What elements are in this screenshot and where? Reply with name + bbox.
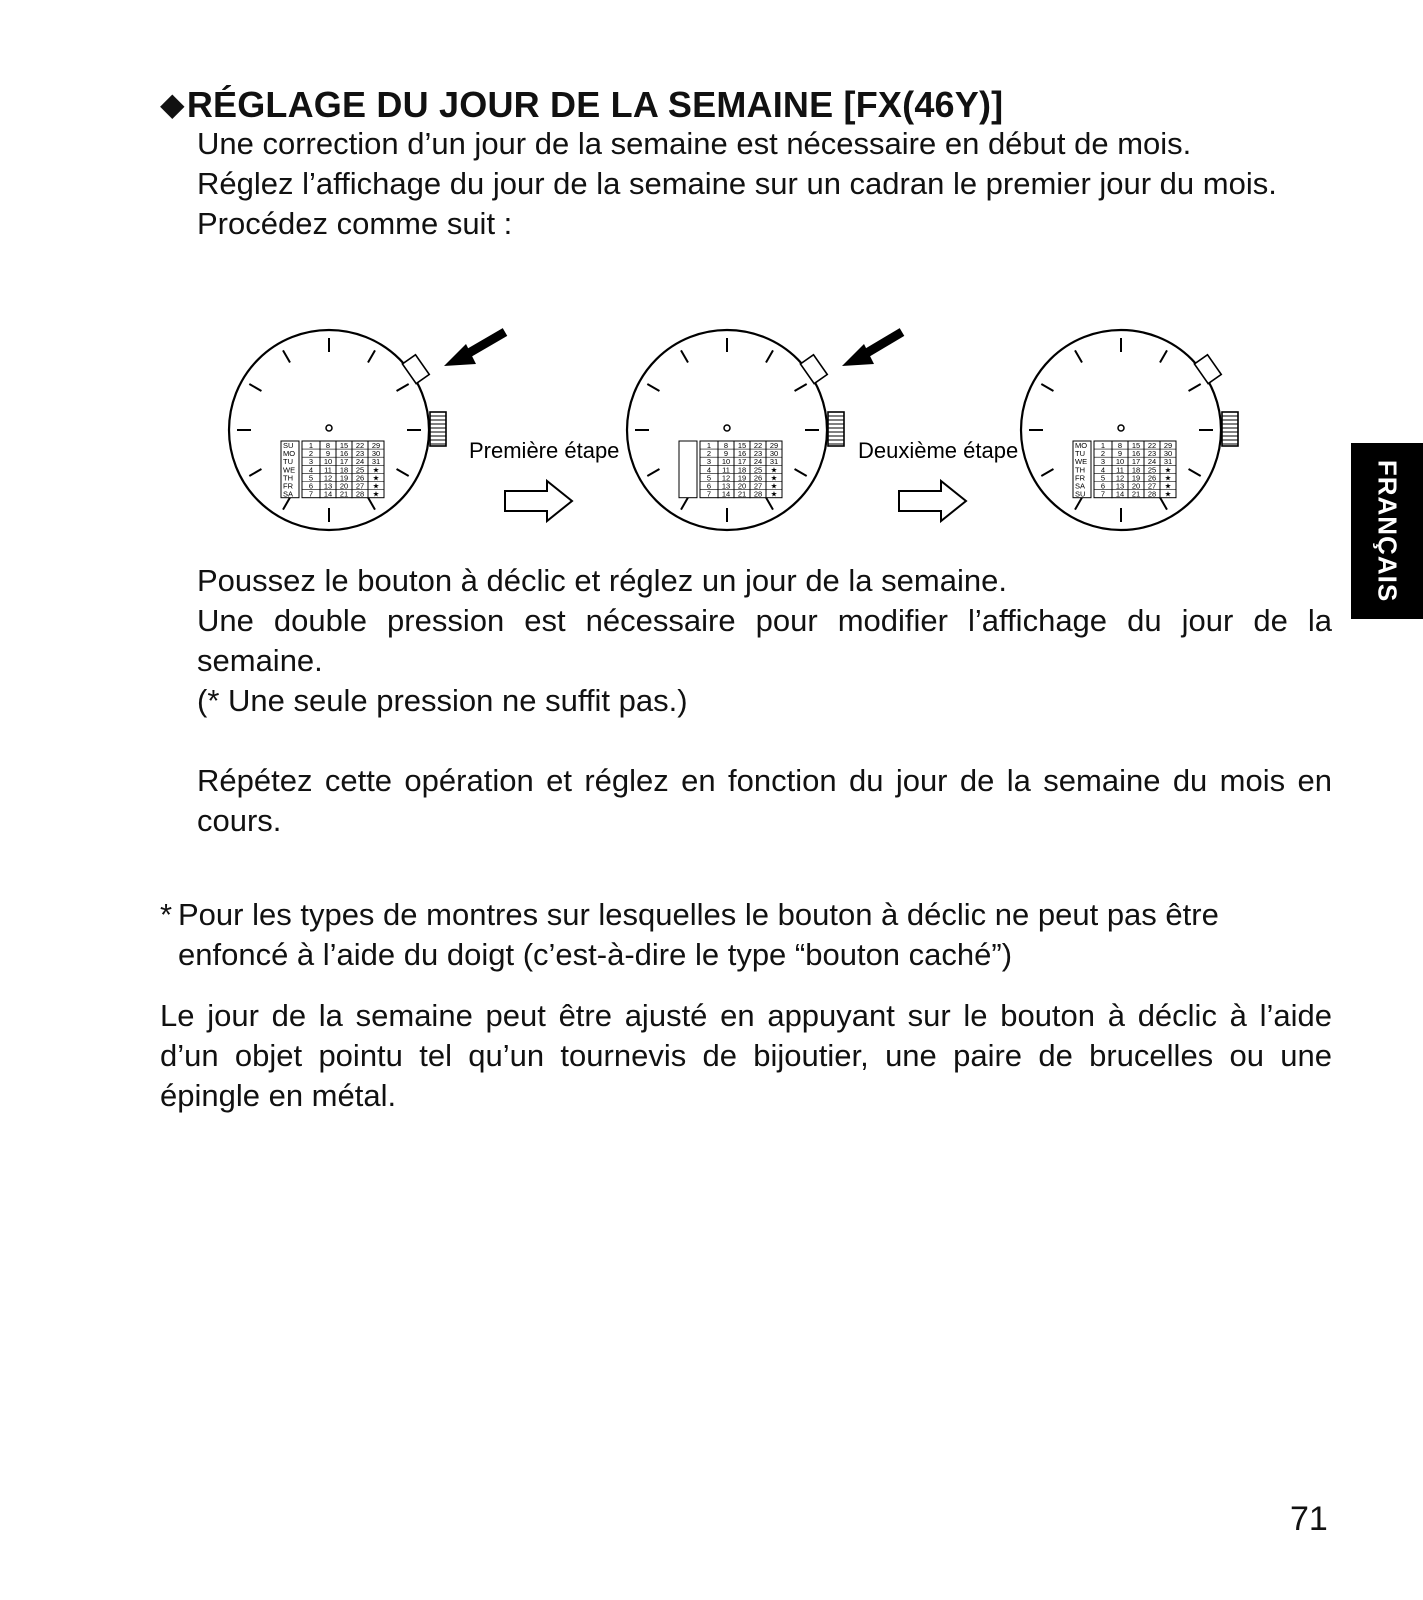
calendar-date: 24 bbox=[753, 457, 763, 467]
calendar-date: 10 bbox=[1115, 457, 1125, 467]
page-number: 71 bbox=[1290, 1500, 1328, 1538]
calendar-day-label: SU bbox=[283, 441, 294, 450]
calendar-date: 25 bbox=[355, 465, 365, 475]
calendar-date: 7 bbox=[1100, 489, 1106, 499]
instruction-line-1: Poussez le bouton à déclic et réglez un jour de la semaine. bbox=[197, 563, 1007, 598]
watch-dial-transition bbox=[627, 330, 844, 530]
calendar-date: 11 bbox=[1116, 465, 1124, 475]
calendar-table bbox=[1073, 441, 1176, 499]
instruction-line-4: Répétez cette opération et réglez en fonction du jour de la semaine du mois en cours. bbox=[197, 763, 1332, 838]
calendar-date: 11 bbox=[722, 465, 730, 475]
diamond-bullet-icon: ◆ bbox=[160, 86, 185, 122]
calendar-date: 8 bbox=[723, 441, 729, 450]
watch-dial-before bbox=[229, 330, 446, 530]
calendar-date: ★ bbox=[770, 465, 778, 475]
calendar-date: 2 bbox=[706, 449, 712, 459]
calendar-day-label: WE bbox=[1075, 457, 1088, 467]
calendar-date: ★ bbox=[372, 465, 380, 475]
calendar-date: 12 bbox=[1115, 473, 1125, 483]
calendar-date: 21 bbox=[737, 489, 747, 499]
calendar-date: 21 bbox=[1131, 489, 1141, 499]
calendar-day-label: MO bbox=[283, 449, 296, 459]
calendar-date: 17 bbox=[737, 457, 747, 467]
calendar-date: 16 bbox=[339, 449, 349, 459]
calendar-day-label: TH bbox=[283, 473, 293, 483]
calendar-date: 13 bbox=[721, 481, 731, 491]
footnote-marker: * bbox=[160, 897, 173, 932]
calendar-day-label: TU bbox=[1075, 449, 1085, 459]
calendar-date: ★ bbox=[770, 481, 778, 491]
calendar-date: 5 bbox=[308, 473, 314, 483]
calendar-table bbox=[679, 441, 782, 499]
calendar-date: 12 bbox=[721, 473, 731, 483]
calendar-date: 31 bbox=[1163, 457, 1173, 467]
calendar-date: 14 bbox=[1115, 489, 1125, 499]
instruction-line-2: Une double pression est nécessaire pour modifier l’affichage du jour de la semaine. bbox=[197, 603, 1332, 678]
calendar-date: 26 bbox=[1147, 473, 1157, 483]
calendar-date: 23 bbox=[753, 449, 763, 459]
calendar-date: 31 bbox=[769, 457, 779, 467]
calendar-date: 22 bbox=[355, 441, 365, 450]
calendar-date: ★ bbox=[372, 473, 380, 483]
footnote-text: Pour les types de montres sur lesquelles le bouton à déclic ne peut pas être enfoncé à l’aide du doigt (c’est-à-dire le type “bouton caché”) bbox=[178, 897, 1219, 972]
section-title bbox=[160, 84, 1003, 126]
calendar-date: 23 bbox=[355, 449, 365, 459]
calendar-date: 9 bbox=[723, 449, 729, 459]
calendar-date: 11 bbox=[324, 465, 332, 475]
calendar-date: 17 bbox=[339, 457, 349, 467]
section-title-text: RÉGLAGE DU JOUR DE LA SEMAINE [FX(46Y)] bbox=[186, 84, 1004, 125]
calendar-date: 5 bbox=[706, 473, 712, 483]
calendar-date: ★ bbox=[770, 473, 778, 483]
press-arrow-icon bbox=[444, 332, 505, 366]
calendar-day-label: TU bbox=[283, 457, 293, 467]
calendar-date: 28 bbox=[1147, 489, 1157, 499]
calendar-date: 3 bbox=[1100, 457, 1106, 467]
footnote bbox=[160, 895, 1332, 975]
calendar-date: 23 bbox=[1147, 449, 1157, 459]
calendar-date: 17 bbox=[1131, 457, 1141, 467]
calendar-date: 22 bbox=[1147, 441, 1157, 450]
calendar-date: ★ bbox=[770, 489, 778, 499]
calendar-date: 2 bbox=[1100, 449, 1106, 459]
crown-icon bbox=[828, 412, 844, 446]
calendar-date: 22 bbox=[753, 441, 763, 450]
calendar-day-label: MO bbox=[1075, 441, 1088, 450]
closing-text: Le jour de la semaine peut être ajusté en appuyant sur le bouton à déclic à l’aide d’un objet pointu tel qu’un tournevis de bijoutier, une paire de brucelles ou une épingle en métal. bbox=[160, 998, 1332, 1113]
calendar-date: 14 bbox=[721, 489, 731, 499]
calendar-date: 20 bbox=[339, 481, 349, 491]
calendar-day-label: SU bbox=[1075, 489, 1086, 499]
calendar-date: 20 bbox=[1131, 481, 1141, 491]
calendar-date: 8 bbox=[1117, 441, 1123, 450]
calendar-date: ★ bbox=[1164, 465, 1172, 475]
calendar-date: 26 bbox=[753, 473, 763, 483]
calendar-date: 30 bbox=[371, 449, 381, 459]
calendar-date: 9 bbox=[1117, 449, 1123, 459]
calendar-date: 10 bbox=[323, 457, 333, 467]
closing-paragraph bbox=[160, 996, 1332, 1116]
calendar-date: 15 bbox=[1131, 441, 1141, 450]
calendar-date: 25 bbox=[753, 465, 763, 475]
calendar-date: 24 bbox=[1147, 457, 1157, 467]
calendar-day-label: SA bbox=[283, 489, 294, 499]
calendar-date: 20 bbox=[737, 481, 747, 491]
calendar-date: 2 bbox=[308, 449, 314, 459]
intro-paragraph bbox=[197, 124, 1332, 244]
language-tab-label: FRANÇAIS bbox=[1372, 459, 1403, 603]
calendar-date: ★ bbox=[1164, 481, 1172, 491]
calendar-date: 21 bbox=[339, 489, 349, 499]
calendar-date: 29 bbox=[769, 441, 779, 450]
calendar-date: 18 bbox=[339, 465, 349, 475]
watch-setting-figure bbox=[0, 320, 1330, 545]
crown-icon bbox=[430, 412, 446, 446]
step-1-label: Première étape bbox=[469, 438, 620, 463]
calendar-date: 16 bbox=[1131, 449, 1141, 459]
crown-icon bbox=[1222, 412, 1238, 446]
calendar-date: 27 bbox=[355, 481, 365, 491]
calendar-date: 8 bbox=[325, 441, 331, 450]
calendar-date: 25 bbox=[1147, 465, 1157, 475]
calendar-date: 5 bbox=[1100, 473, 1106, 483]
watch-dial-after bbox=[1021, 330, 1238, 530]
calendar-date: 6 bbox=[1100, 481, 1106, 491]
intro-line-3: Procédez comme suit : bbox=[197, 206, 513, 241]
calendar-date: 6 bbox=[308, 481, 314, 491]
calendar-date: 28 bbox=[355, 489, 365, 499]
calendar-date: 30 bbox=[769, 449, 779, 459]
calendar-date: 10 bbox=[721, 457, 731, 467]
calendar-date: 18 bbox=[737, 465, 747, 475]
calendar-date: 24 bbox=[355, 457, 365, 467]
press-arrow-icon bbox=[842, 332, 902, 366]
calendar-date: 4 bbox=[706, 465, 712, 475]
calendar-date: 1 bbox=[706, 441, 712, 450]
language-tab bbox=[1351, 443, 1423, 619]
calendar-date: 13 bbox=[323, 481, 333, 491]
calendar-date: 7 bbox=[308, 489, 314, 499]
calendar-date: 18 bbox=[1131, 465, 1141, 475]
calendar-date: 1 bbox=[1100, 441, 1106, 450]
calendar-date: ★ bbox=[1164, 473, 1172, 483]
calendar-date: 13 bbox=[1115, 481, 1125, 491]
calendar-date: 15 bbox=[737, 441, 747, 450]
calendar-day-label: SA bbox=[1075, 481, 1086, 491]
center-pin bbox=[326, 425, 332, 431]
intro-line-2: Réglez l’affichage du jour de la semaine sur un cadran le premier jour du mois. bbox=[197, 166, 1277, 201]
instructions-paragraph bbox=[197, 561, 1332, 841]
calendar-date: 7 bbox=[706, 489, 712, 499]
calendar-date: 29 bbox=[1163, 441, 1173, 450]
calendar-date: 28 bbox=[753, 489, 763, 499]
calendar-date: 9 bbox=[325, 449, 331, 459]
step-2-label: Deuxième étape bbox=[858, 438, 1019, 463]
calendar-date: 3 bbox=[706, 457, 712, 467]
step-2-arrow-icon bbox=[899, 481, 966, 521]
step-1-arrow-icon bbox=[505, 481, 572, 521]
calendar-date: 15 bbox=[339, 441, 349, 450]
calendar-date: 16 bbox=[737, 449, 747, 459]
center-pin bbox=[724, 425, 730, 431]
calendar-date: ★ bbox=[372, 481, 380, 491]
calendar-date: 31 bbox=[371, 457, 381, 467]
center-pin bbox=[1118, 425, 1124, 431]
calendar-date: 29 bbox=[371, 441, 381, 450]
calendar-day-label: FR bbox=[283, 481, 293, 491]
calendar-date: ★ bbox=[1164, 489, 1172, 499]
calendar-date: 4 bbox=[308, 465, 314, 475]
calendar-date: 12 bbox=[323, 473, 333, 483]
instruction-line-3: (* Une seule pression ne suffit pas.) bbox=[197, 683, 688, 718]
calendar-date: 19 bbox=[339, 473, 349, 483]
calendar-date: 4 bbox=[1100, 465, 1106, 475]
calendar-date: 27 bbox=[753, 481, 763, 491]
calendar-day-label: WE bbox=[283, 465, 296, 475]
calendar-date: 14 bbox=[323, 489, 333, 499]
calendar-date: 19 bbox=[1131, 473, 1141, 483]
calendar-date: 27 bbox=[1147, 481, 1157, 491]
calendar-day-label: FR bbox=[1075, 473, 1085, 483]
calendar-date: 19 bbox=[737, 473, 747, 483]
calendar-table bbox=[281, 441, 384, 499]
calendar-date: 1 bbox=[308, 441, 314, 450]
calendar-date: 26 bbox=[355, 473, 365, 483]
calendar-date: 3 bbox=[308, 457, 314, 467]
calendar-date: ★ bbox=[372, 489, 380, 499]
calendar-day-label: TH bbox=[1075, 465, 1085, 475]
calendar-date: 30 bbox=[1163, 449, 1173, 459]
intro-line-1: Une correction d’un jour de la semaine est nécessaire en début de mois. bbox=[197, 126, 1192, 161]
calendar-date: 6 bbox=[706, 481, 712, 491]
